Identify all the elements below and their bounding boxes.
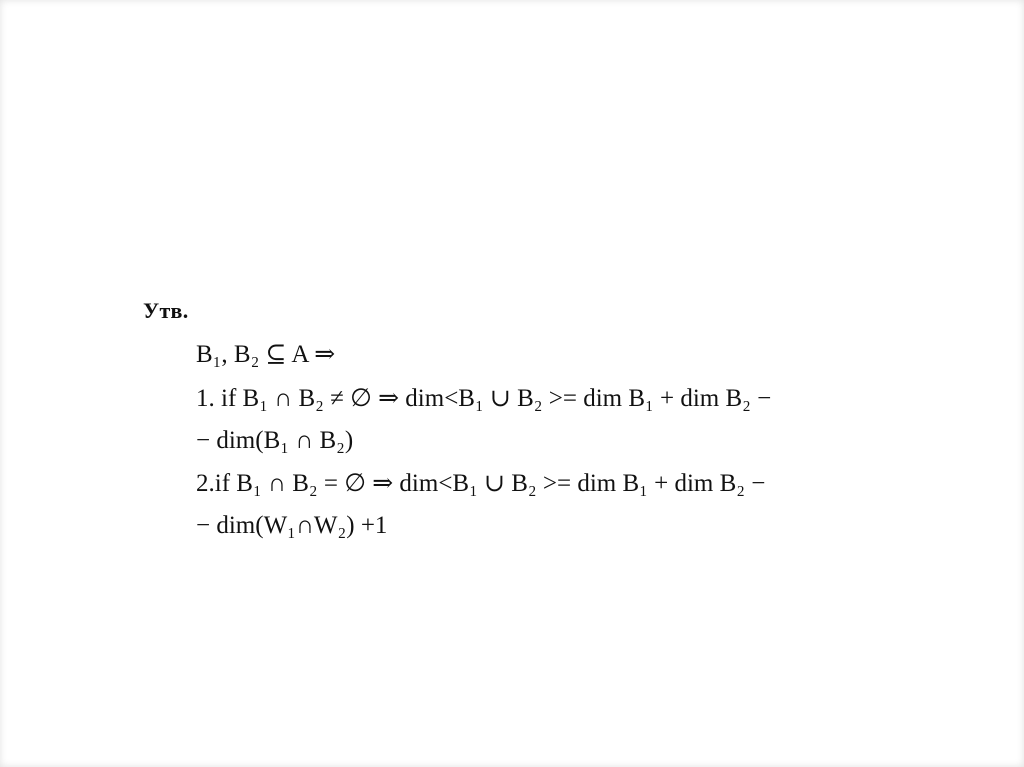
- formula-line-premise: B₁, B₂ ⊆ A ⇒: [196, 341, 336, 368]
- formula-line-case-2-continued: − dim(W₁∩W₂) +1: [196, 512, 388, 539]
- statement-heading: Утв.: [143, 298, 189, 323]
- formula-line-case-1-continued: − dim(B₁ ∩ B₂): [196, 427, 354, 454]
- formula-line-case-1: 1. if B₁ ∩ B₂ ≠ ∅ ⇒ dim<B₁ ∪ B₂ >= dim B₁ + dim B₂ −: [196, 385, 772, 412]
- formula-line-case-2: 2.if B₁ ∩ B₂ = ∅ ⇒ dim<B₁ ∪ B₂ >= dim B₁ + dim B₂ −: [196, 470, 766, 497]
